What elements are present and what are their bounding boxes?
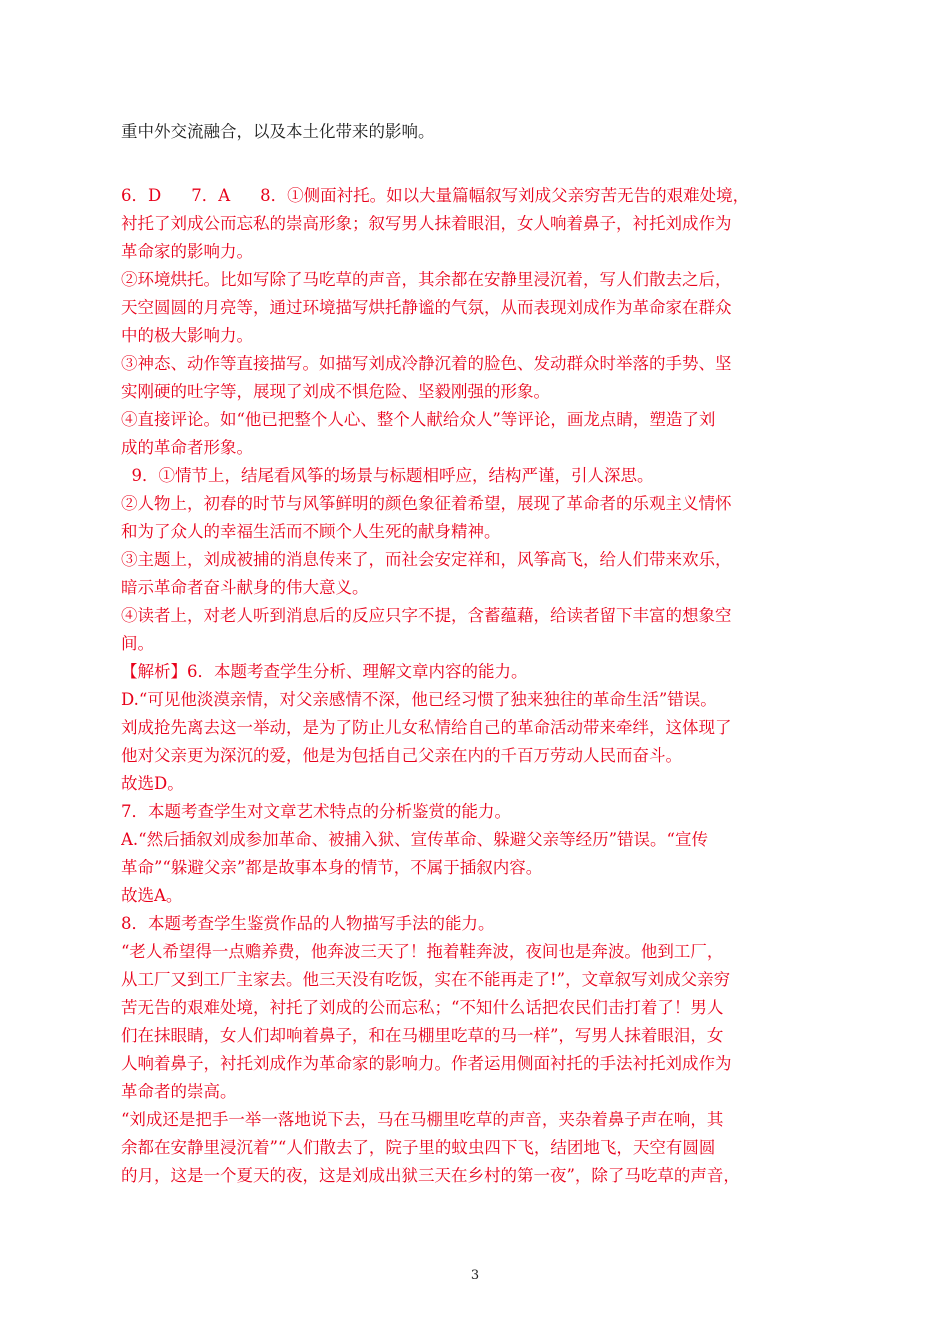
text-line: 天空圆圆的月亮等，通过环境描写烘托静谧的气氛，从而表现刘成作为革命家在群众 xyxy=(121,298,732,317)
text-line: “刘成还是把手一举一落地说下去，马在马棚里吃草的声音，夹杂着鼻子声在响，其 xyxy=(121,1110,724,1129)
text-line: 衬托了刘成公而忘私的崇高形象；叙写男人抹着眼泪，女人响着鼻子，衬托刘成作为 xyxy=(121,214,732,233)
text-line: 暗示革命者奋斗献身的伟大意义。 xyxy=(121,578,369,597)
text-line: 故选A。 xyxy=(121,886,183,905)
text-line: 的月，这是一个夏天的夜，这是刘成出狱三天在乡村的第一夜”，除了马吃草的声音， xyxy=(121,1166,740,1185)
text-line: 中的极大影响力。 xyxy=(121,326,253,345)
page-number: 3 xyxy=(470,1268,480,1283)
top-line: 重中外交流融合，以及本土化带来的影响。 xyxy=(121,122,435,141)
answer-q6: 6．D xyxy=(121,186,162,205)
text-line: 从工厂又到工厂主家去。他三天没有吃饭，实在不能再走了!”，文章叙写刘成父亲穷 xyxy=(121,970,731,989)
text-line: D.“可见他淡漠亲情，对父亲感情不深，他已经习惯了独来独往的革命生活”错误。 xyxy=(121,690,717,709)
answer-q7: 7．A xyxy=(191,186,231,205)
text-line: 8．本题考查学生鉴赏作品的人物描写手法的能力。 xyxy=(121,914,495,933)
text-line: 们在抹眼睛，女人们却响着鼻子，和在马棚里吃草的马一样”，写男人抹着眼泪，女 xyxy=(121,1026,724,1045)
text-line: 和为了众人的幸福生活而不顾个人生死的献身精神。 xyxy=(121,522,501,541)
answers-first-line xyxy=(121,182,833,210)
text-line: ②人物上，初春的时节与风筝鲜明的颜色象征着希望，展现了革命者的乐观主义情怀 xyxy=(121,494,732,513)
text-line: ④直接评论。如“他已把整个人心、整个人献给众人”等评论，画龙点睛，塑造了刘 xyxy=(121,410,716,429)
text-line: ②环境烘托。比如写除了马吃草的声音，其余都在安静里浸沉着，写人们散去之后， xyxy=(121,270,732,289)
text-line: 革命者的崇高。 xyxy=(121,1082,237,1101)
text-line: 刘成抢先离去这一举动，是为了防止儿女私情给自己的革命活动带来牵绊，这体现了 xyxy=(121,718,732,737)
text-line: 故选D。 xyxy=(121,774,184,793)
text-line: ③主题上，刘成被捕的消息传来了，而社会安定祥和，风筝高飞，给人们带来欢乐， xyxy=(121,550,732,569)
text-line: ④读者上，对老人听到消息后的反应只字不提，含蓄蕴藉，给读者留下丰富的想象空 xyxy=(121,606,732,625)
text-line: 人响着鼻子，衬托刘成作为革命家的影响力。作者运用侧面衬托的手法衬托刘成作为 xyxy=(121,1054,732,1073)
text-line: 7．本题考查学生对文章艺术特点的分析鉴赏的能力。 xyxy=(121,802,511,821)
text-line: 间。 xyxy=(121,634,154,653)
text-line: 【解析】6．本题考查学生分析、理解文章内容的能力。 xyxy=(121,662,528,681)
text-line: ③神态、动作等直接描写。如描写刘成冷静沉着的脸色、发动群众时举落的手势、坚 xyxy=(121,354,732,373)
text-line: 革命”“躲避父亲”都是故事本身的情节，不属于插叙内容。 xyxy=(121,858,543,877)
text-line: 革命家的影响力。 xyxy=(121,242,253,261)
text-line: A.“然后插叙刘成参加革命、被捕入狱、宣传革命、躲避父亲等经历”错误。“宣传 xyxy=(121,830,708,849)
text-line: 实刚硬的吐字等，展现了刘成不惧危险、坚毅刚强的形象。 xyxy=(121,382,550,401)
text-line: “老人希望得一点赡养费，他奔波三天了！拖着鞋奔波，夜间也是奔波。他到工厂， xyxy=(121,942,724,961)
text-line: 余都在安静里浸沉着”“人们散去了，院子里的蚊虫四下飞，结团地飞，天空有圆圆 xyxy=(121,1138,716,1157)
text-line: 9．①情节上，结尾看风筝的场景与标题相呼应，结构严谨，引人深思。 xyxy=(121,466,654,485)
text-line: 苦无告的艰难处境，衬托了刘成的公而忘私；“不知什么话把农民们击打着了！男人 xyxy=(121,998,724,1017)
answer-q8-start: 8．①侧面衬托。如以大量篇幅叙写刘成父亲穷苦无告的艰难处境， xyxy=(260,186,750,205)
text-line: 成的革命者形象。 xyxy=(121,438,253,457)
text-line: 他对父亲更为深沉的爱，他是为包括自己父亲在内的千百万劳动人民而奋斗。 xyxy=(121,746,682,765)
